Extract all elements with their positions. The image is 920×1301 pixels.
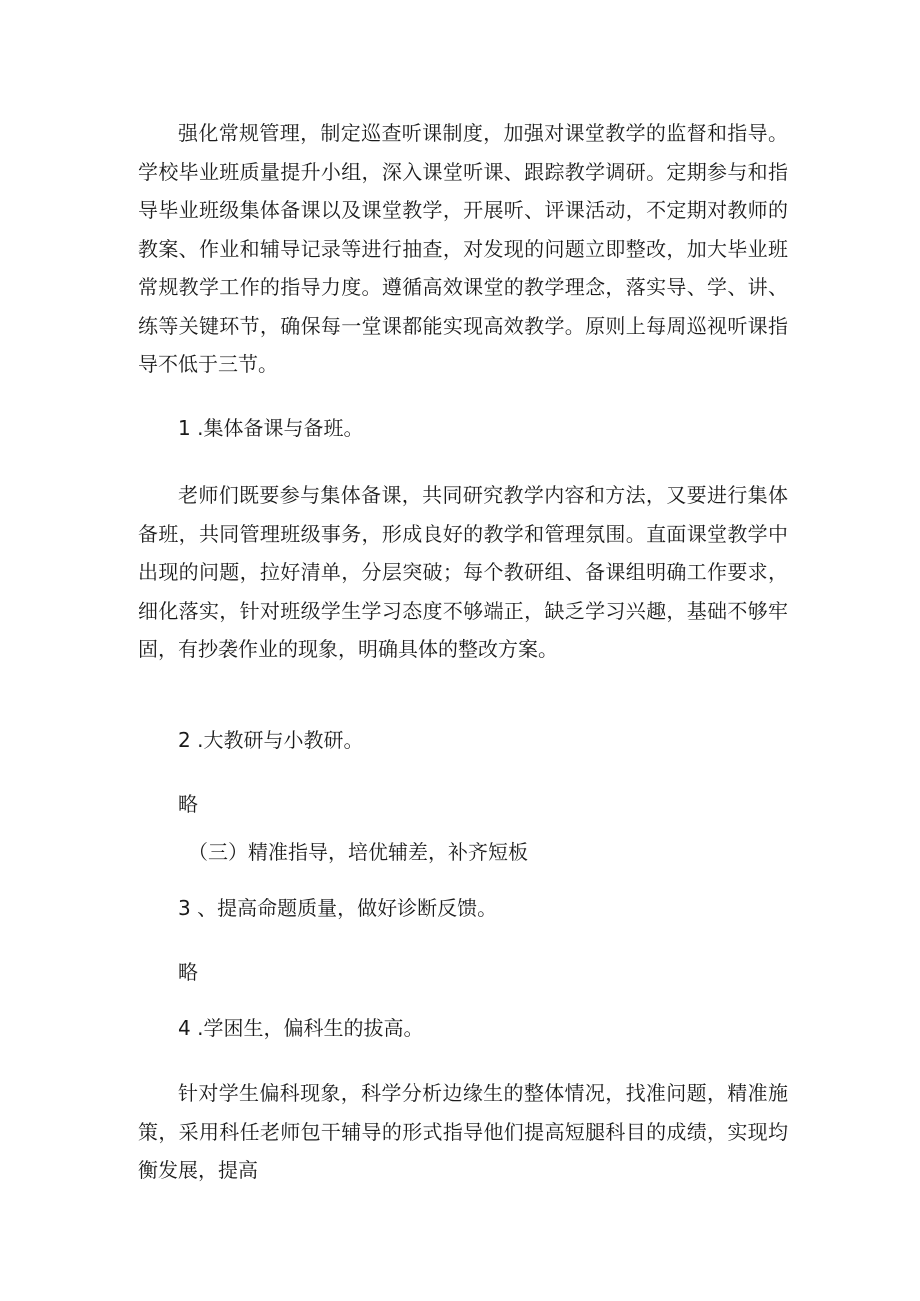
heading-teaching-research: 2 .大教研与小教研。 [178,728,364,752]
paragraph-collective-prep: 老师们既要参与集体备课，共同研究教学内容和方法，又要进行集体备班，共同管理班级事务，形成良好的教学和管理氛围。直面课堂教学中出现的问题，拉好清单，分层突破；每个教研组、备课组明确工作要求，细化落实，针对班级学生学习态度不够端正，缺乏学习兴趣，基础不够牢固，有抄袭作业的现象，明确具体的整改方案。 [138,483,788,661]
section-heading-guidance: （三）精准指导，培优辅差，补齐短板 [188,840,528,864]
omitted-text-2: 略 [178,960,198,984]
omitted-text-1: 略 [178,792,198,816]
paragraph-quality-management: 强化常规管理，制定巡查听课制度，加强对课堂教学的监督和指导。学校毕业班质量提升小组，深入课堂听课、跟踪教学调研。定期参与和指导毕业班级集体备课以及课堂教学，开展听、评课活动，不定期对教师的教案、作业和辅导记录等进行抽查，对发现的问题立即整改，加大毕业班常规教学工作的指导力度。遵循高效课堂的教学理念，落实导、学、讲、练等关键环节，确保每一堂课都能实现高效教学。原则上每周巡视听课指导不低于三节。 [138,121,788,376]
heading-collective-lesson-prep: 1 .集体备课与备班。 [178,416,364,440]
paragraph-subject-imbalance: 针对学生偏科现象，科学分析边缘生的整体情况，找准问题，精准施策，采用科任老师包干辅导的形式指导他们提高短腿科目的成绩，实现均衡发展，提高 [138,1081,788,1182]
heading-struggling-students: 4 .学困生，偏科生的拔高。 [178,1016,424,1040]
heading-exam-quality: 3 、提高命题质量，做好诊断反馈。 [178,896,498,920]
